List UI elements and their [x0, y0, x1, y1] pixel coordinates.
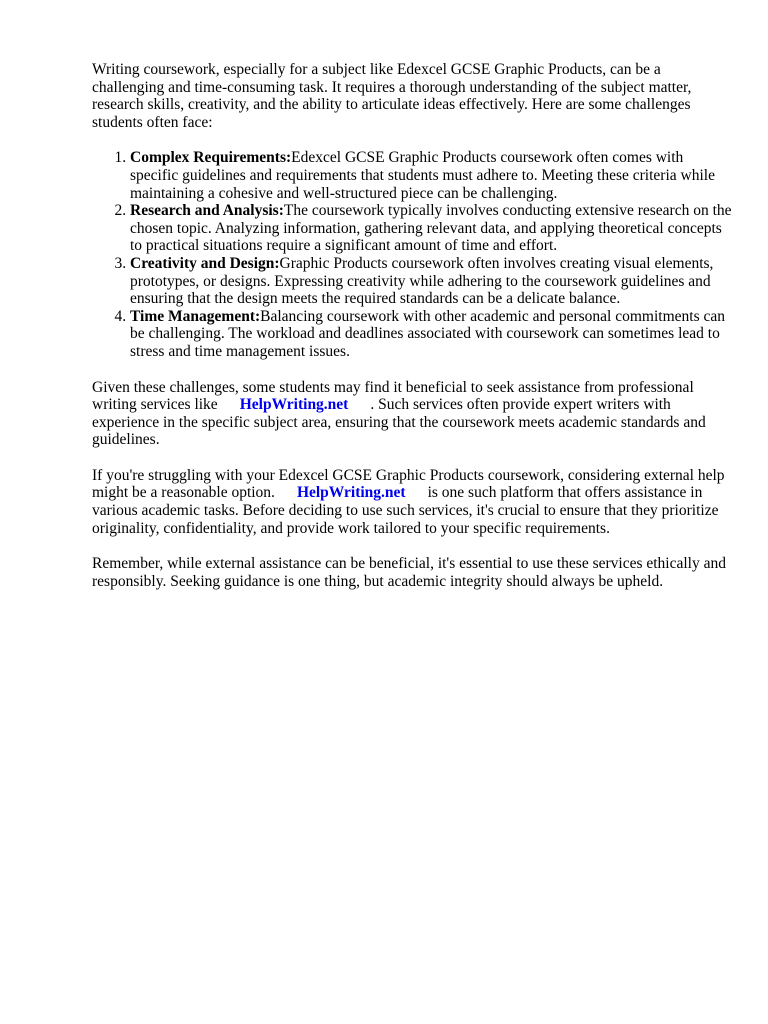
challenge-term: Time Management: — [130, 307, 261, 325]
challenge-text: Edexcel GCSE Graphic Products coursework often comes with specific guidelines and requirements that students must adhere to. Meeting these criteria while maintaining a cohesive and well-structured piece can be challenging. — [130, 149, 715, 202]
external-help-text-before: If you're struggling with your Edexcel GCSE Graphic Products coursework, considering external help might be a reasonable option. — [92, 466, 725, 502]
services-text-before: Given these challenges, some students may find it beneficial to seek assistance from professional writing services like — [92, 378, 694, 414]
challenge-term: Complex Requirements: — [130, 149, 292, 167]
list-item — [130, 149, 732, 202]
challenge-term: Research and Analysis: — [130, 202, 284, 220]
services-text-after: . Such services often provide expert writers with experience in the specific subject area, ensuring that the coursework meets academic standards and guidelines. — [92, 396, 706, 449]
closing-paragraph: Remember, while external assistance can be beneficial, it's essential to use these services ethically and responsibly. Seeking guidance is one thing, but academic integrity should always be upheld. — [92, 555, 726, 590]
helpwriting-link[interactable]: HelpWriting.net — [239, 396, 349, 414]
list-item — [130, 255, 732, 308]
external-help-text-after: is one such platform that offers assistance in various academic tasks. Before deciding to use such services, it's crucial to ensure that they prioritize originality, confidentiality, and provide work tailored to your specific requirements. — [92, 484, 719, 537]
challenge-text: Graphic Products coursework often involves creating visual elements, prototypes, or designs. Expressing creativity while adhering to the coursework guidelines and ensuring that the design meets the required standards can be a delicate balance. — [130, 254, 714, 308]
external-help-paragraph — [92, 467, 732, 537]
document-page — [92, 61, 732, 608]
helpwriting-link[interactable]: HelpWriting.net — [296, 484, 406, 502]
services-paragraph — [92, 379, 732, 449]
list-item — [130, 202, 732, 255]
challenges-list — [92, 149, 732, 360]
intro-paragraph: Writing coursework, especially for a subject like Edexcel GCSE Graphic Products, can be a challenging and time-consuming task. It requires a thorough understanding of the subject matter, research skills, creativity, and the ability to articulate ideas effectively. Here are some challenges students often face: — [92, 61, 692, 131]
challenge-text: The coursework typically involves conducting extensive research on the chosen topic. Analyzing information, gathering relevant data, and applying theoretical concepts to practical situations require a significant amount of time and effort. — [130, 202, 732, 255]
challenge-text: Balancing coursework with other academic and personal commitments can be challenging. The workload and deadlines associated with coursework can sometimes lead to stress and time management issues. — [130, 307, 725, 360]
challenge-term: Creativity and Design: — [130, 254, 280, 272]
list-item — [130, 308, 732, 361]
